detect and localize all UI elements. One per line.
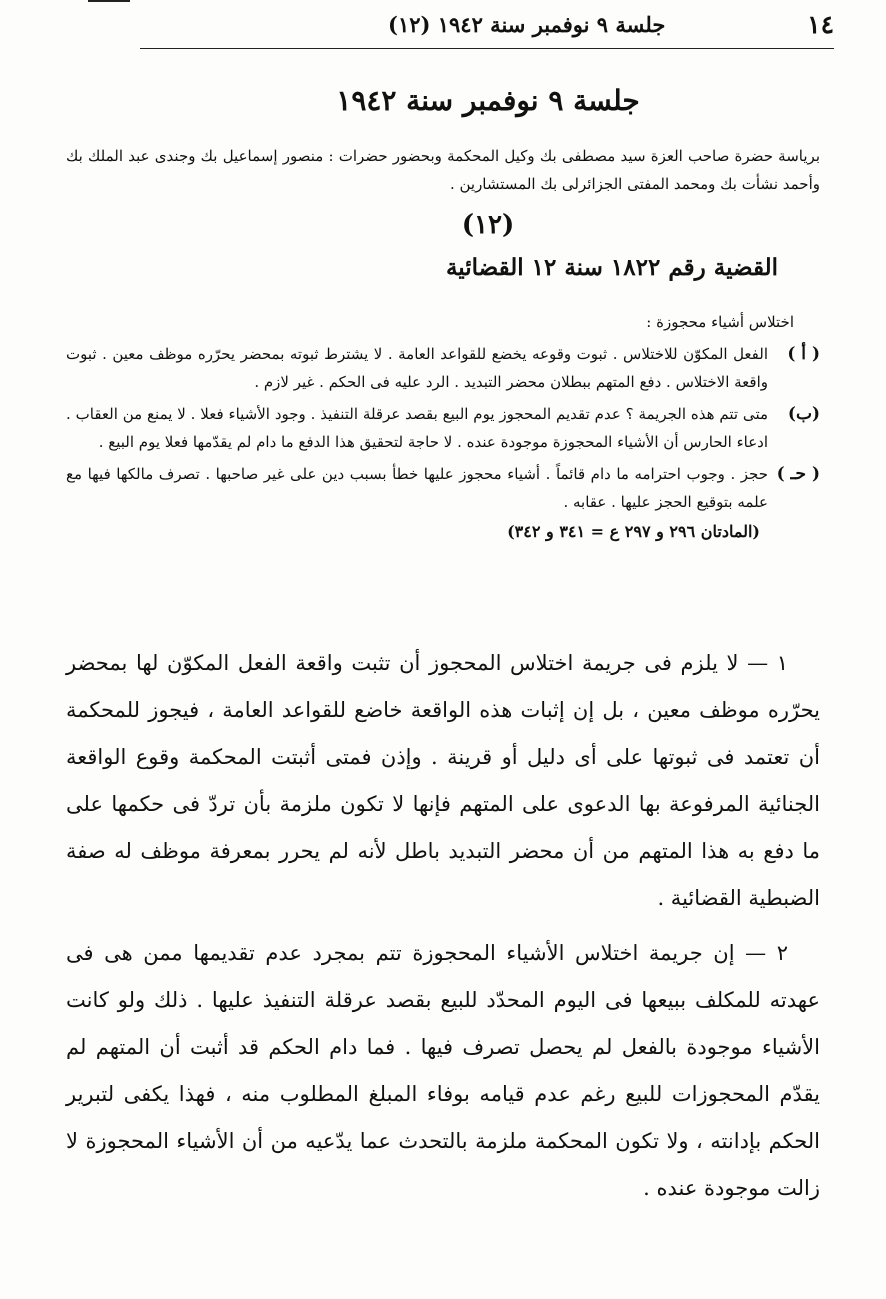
item-text: متى تتم هذه الجريمة ؟ عدم تقديم المحجوز يوم البيع بقصد عرقلة التنفيذ . وجود الأشياء فعلا . لا يمنع من العقاب . ادعاء الحارس أن الأشياء المحجوزة موجودة عنده . لا حاجة لتحقيق هذا الدفع ما دام لم يقدّمها فعلا يوم البيع . [66, 405, 768, 451]
running-title: جلسة ٩ نوفمبر سنة ١٩٤٢ (١٢) [388, 11, 666, 37]
header-rule [140, 48, 834, 49]
item-text: حجز . وجوب احترامه ما دام قائماً . أشياء محجوز عليها خطأ بسبب دين على غير صاحبها . تصرف مالكها فيها مع علمه بتوقيع الحجز عليها . عقابه . [66, 465, 768, 511]
item-text: الفعل المكوّن للاختلاس . ثبوت وقوعه يخضع للقواعد العامة . لا يشترط ثبوته بمحضر يحرّره موظف معين . ثبوت واقعة الاختلاس . دفع المتهم ببطلان محضر التبديد . الرد عليه فى الحكم . غير لازم . [66, 345, 768, 391]
page-number: ١٤ [807, 9, 834, 39]
scan-edge-mark [88, 0, 130, 2]
body-paragraph: ٢ — إن جريمة اختلاس الأشياء المحجوزة تتم بمجرد عدم تقديمها ممن هى فى عهدته للمكلف ببيعها فى اليوم المحدّد للبيع بقصد عرقلة التنفيذ عليها . ذلك ولو كانت الأشياء موجودة بالفعل لم يحصل تصرف فيها . فما دام الحكم قد أثبت أن المتهم لم يقدّم المحجوزات للبيع رغم عدم قيامه بوفاء المبلغ المطلوب منه ، فهذا يكفى لتبرير الحكم بإدانته ، ولا تكون المحكمة ملزمة بالتحدث عما يدّعيه من أن الأشياء المحجوزة لا زالت موجودة عنده . [66, 941, 820, 1200]
case-summary [66, 308, 820, 546]
running-header [138, 6, 834, 42]
case-title: القضية رقم ١٨٢٢ سنة ١٢ القضائية [445, 254, 778, 281]
item-marker: ( أ ) [787, 344, 820, 364]
item-marker: (ب) [787, 404, 820, 424]
articles-reference: (المادتان ٢٩٦ و ٢٩٧ ع = ٣٤١ و ٣٤٢) [507, 522, 760, 541]
summary-item [66, 400, 820, 456]
presidency-text: برياسة حضرة صاحب العزة سيد مصطفى بك وكيل المحكمة وبحضور حضرات : منصور إسماعيل بك وجندى عبد الملك بك وأحمد نشأت بك ومحمد المفتى الجزائرلى بك المستشارين . [66, 147, 820, 193]
summary-item [66, 460, 820, 516]
case-number: (١٢) [461, 210, 515, 240]
item-marker: ( حـ ) [776, 464, 820, 484]
summary-heading: اختلاس أشياء محجوزة : [646, 313, 794, 331]
session-title: جلسة ٩ نوفمبر سنة ١٩٤٢ [336, 84, 640, 117]
judgment-body [66, 640, 820, 1220]
summary-item [66, 340, 820, 396]
body-paragraph: ١ — لا يلزم فى جريمة اختلاس المحجوز أن تثبت واقعة الفعل المكوّن لها بمحضر يحرّره موظف معين ، بل إن إثبات هذه الواقعة خاضع للقواعد العامة ، فيجوز للمحكمة أن تعتمد فى ثبوتها على أى دليل أو قرينة . وإذن فمتى أثبتت المحكمة وقوع الواقعة الجنائية المرفوعة بها الدعوى على المتهم فإنها لا تكون ملزمة بأن تردّ فى حكمها على ما دفع به هذا المتهم من أن محضر التبديد باطل لأنه لم يحرر بمعرفة موظف له صفة الضبطية القضائية . [66, 651, 820, 910]
